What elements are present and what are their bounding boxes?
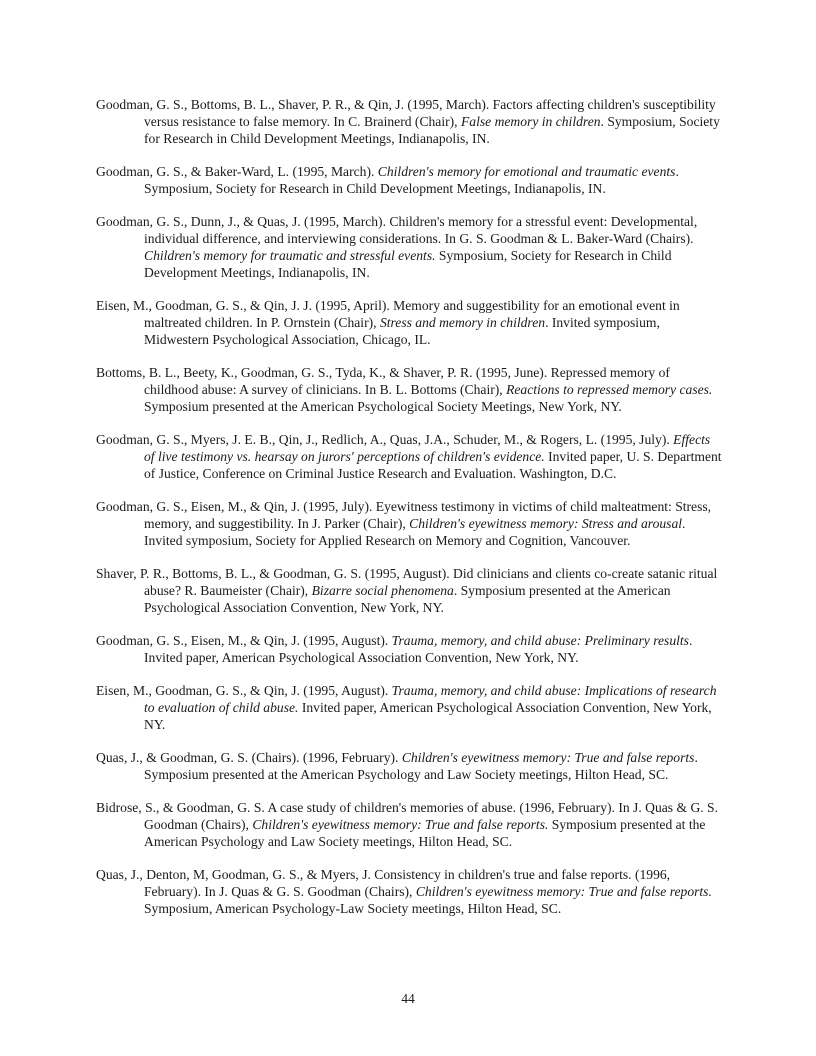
reference-entry [96,96,724,147]
reference-run: Invited paper, American Psychological Association Convention, New York, NY. [144,700,712,732]
reference-entry [96,565,724,616]
reference-run: Reactions to repressed memory cases. [506,382,713,397]
reference-run: Trauma, memory, and child abuse: Implications of research to evaluation of child abuse. [144,683,717,715]
reference-entry [96,213,724,281]
reference-run: Bidrose, S., & Goodman, G. S. A case study of children's memories of abuse. (1996, February). In J. Quas & G. S. Goodman (Chairs), [96,800,719,832]
reference-entry [96,749,724,783]
reference-run: Goodman, G. S., Eisen, M., & Qin, J. (1995, August). [96,633,392,648]
reference-run: . Symposium presented at the American Psychological Association Convention, New York, NY. [144,583,671,615]
reference-run: . Symposium presented at the American Psychology and Law Society meetings, Hilton Head, SC. [144,750,698,782]
reference-entry [96,632,724,666]
reference-run: Children's eyewitness memory: Stress and arousal [409,516,683,531]
reference-entry [96,364,724,415]
reference-run: Symposium presented at the American Psychology and Law Society meetings, Hilton Head, SC. [144,817,706,849]
reference-entry [96,431,724,482]
page-number: 44 [401,991,415,1006]
reference-run: Symposium, Society for Research in Child Development Meetings, Indianapolis, IN. [144,248,672,280]
reference-run: Symposium, American Psychology-Law Society meetings, Hilton Head, SC. [144,901,562,916]
reference-run: Trauma, memory, and child abuse: Preliminary results [391,633,689,648]
reference-run: Children's eyewitness memory: True and false reports. [415,884,712,899]
reference-run: . Symposium, Society for Research in Child Development Meetings, Indianapolis, IN. [144,164,679,196]
reference-run: Children's eyewitness memory: True and false reports [401,750,695,765]
reference-run: Quas, J., Denton, M, Goodman, G. S., & Myers, J. Consistency in children's true and false reports. (1996, February). In J. Quas & G. S. Goodman (Chairs), [96,867,671,899]
reference-run: False memory in children [460,114,601,129]
reference-run: Goodman, G. S., Eisen, M., & Qin, J. (1995, July). Eyewitness testimony in victims of child malteatment: Stress, memory, and suggestibility. In J. Parker (Chair), [96,499,712,531]
reference-entry [96,682,724,733]
reference-entry [96,799,724,850]
references-list [96,96,724,933]
reference-run: . Invited paper, American Psychological Association Convention, New York, NY. [144,633,693,665]
reference-run: Quas, J., & Goodman, G. S. (Chairs). (1996, February). [96,750,402,765]
reference-run: Bizarre social phenomena [311,583,454,598]
reference-run: Children's memory for traumatic and stressful events. [144,248,436,263]
reference-run: Children's memory for emotional and traumatic events [377,164,676,179]
reference-entry [96,866,724,917]
reference-run: Stress and memory in children [379,315,546,330]
reference-run: Invited paper, U. S. Department of Justice, Conference on Criminal Justice Research and Evaluation. Washington, D.C. [144,449,722,481]
reference-entry [96,498,724,549]
reference-run: . Symposium, Society for Research in Child Development Meetings, Indianapolis, IN. [144,114,720,146]
reference-run: Goodman, G. S., Myers, J. E. B., Qin, J., Redlich, A., Quas, J.A., Schuder, M., & Rogers, L. (1995, July). [96,432,674,447]
reference-run: . Invited symposium, Midwestern Psychological Association, Chicago, IL. [144,315,660,347]
reference-run: Eisen, M., Goodman, G. S., & Qin, J. J. (1995, April). Memory and suggestibility for an emotional event in maltreated children. In P. Ornstein (Chair), [96,298,680,330]
reference-run: Shaver, P. R., Bottoms, B. L., & Goodman, G. S. (1995, August). Did clinicians and clients co-create satanic ritual abuse? R. Baumeister (Chair), [96,566,718,598]
reference-run: Bottoms, B. L., Beety, K., Goodman, G. S., Tyda, K., & Shaver, P. R. (1995, June). Repressed memory of childhood abuse: A survey of clinicians. In B. L. Bottoms (Chair), [96,365,670,397]
reference-run: . Invited symposium, Society for Applied Research on Memory and Cognition, Vancouver. [144,516,686,548]
reference-run: Symposium presented at the American Psychological Society Meetings, New York, NY. [144,399,622,414]
reference-entry [96,163,724,197]
reference-run: Eisen, M., Goodman, G. S., & Qin, J. (1995, August). [96,683,392,698]
reference-run: Children's eyewitness memory: True and false reports. [252,817,549,832]
reference-run: Effects of live testimony vs. hearsay on jurors' perceptions of children's evidence. [144,432,711,464]
reference-run: Goodman, G. S., Bottoms, B. L., Shaver, P. R., & Qin, J. (1995, March). Factors affecting children's susceptibility versus resistance to false memory. In C. Brainerd (Chair), [96,97,716,129]
reference-run: Goodman, G. S., Dunn, J., & Quas, J. (1995, March). Children's memory for a stressful event: Developmental, individual difference, and interviewing considerations. In G. S. Goodman & L. Baker-Ward (Chairs). [96,214,698,246]
reference-run: Goodman, G. S., & Baker-Ward, L. (1995, March). [96,164,378,179]
reference-entry [96,297,724,348]
